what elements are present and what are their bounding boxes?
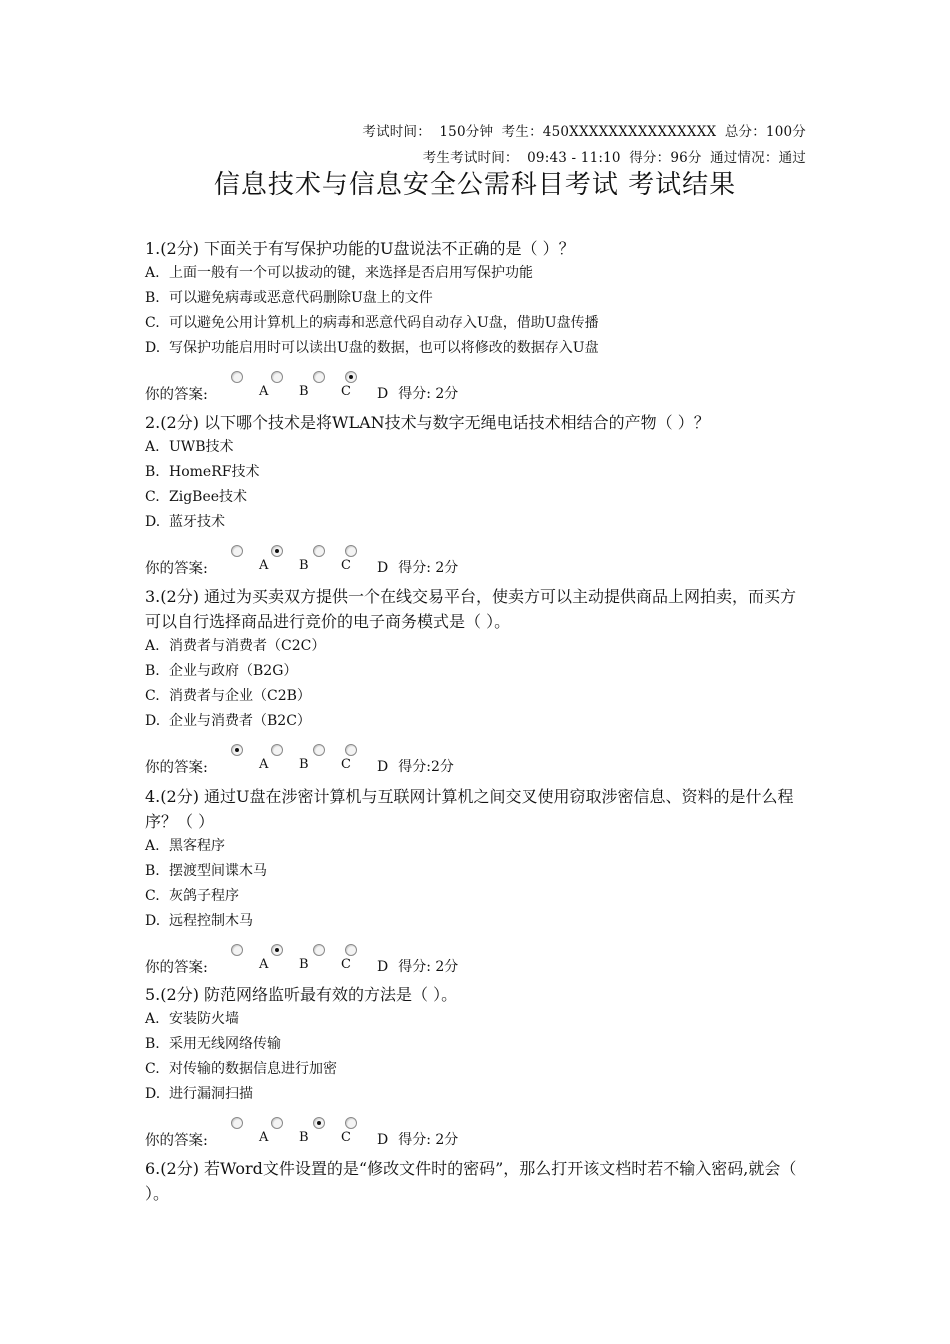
option-b	[145, 460, 810, 485]
option-b	[145, 659, 810, 684]
option-letter: C.	[145, 489, 160, 505]
question-2	[145, 410, 810, 579]
answer-choice-b	[271, 545, 319, 579]
choice-letter: B	[299, 757, 309, 772]
option-text: 消费者与企业（C2B）	[169, 688, 311, 704]
option-text: ZigBee技术	[169, 489, 248, 505]
option-letter: C.	[145, 1061, 160, 1077]
option-a	[145, 834, 810, 859]
option-letter: D.	[145, 713, 161, 729]
exam-period-value: 09:43 - 11:10	[527, 150, 621, 166]
choice-letter: B	[299, 1130, 309, 1145]
your-answer-label: 你的答案:	[145, 760, 208, 776]
your-answer-row	[145, 744, 810, 778]
your-answer-label: 你的答案:	[145, 960, 208, 976]
exam-time-label: 考试时间：	[362, 124, 431, 140]
option-letter: A.	[145, 439, 160, 455]
question-stem: 6.(2分) 若Word文件设置的是“修改文件时的密码”，那么打开该文档时若不输入密码,就会（ ）。	[145, 1159, 797, 1203]
your-answer-row	[145, 944, 810, 978]
score-label: 得分：	[629, 150, 671, 166]
option-d	[145, 909, 810, 934]
question-stem: 1.(2分) 下面关于有写保护功能的U盘说法不正确的是（ ）？	[145, 239, 575, 258]
radio-button[interactable]	[271, 1117, 283, 1129]
option-letter: B.	[145, 863, 160, 879]
choice-letter: C	[341, 957, 351, 972]
option-letter: D.	[145, 1086, 161, 1102]
question-4	[145, 784, 810, 978]
radio-button[interactable]	[231, 1117, 243, 1129]
option-text: 摆渡型间谍木马	[169, 863, 267, 879]
choice-letter: C	[341, 757, 351, 772]
choice-letter: B	[299, 384, 309, 399]
option-letter: A.	[145, 838, 160, 854]
your-answer-row	[145, 545, 810, 579]
option-letter: D.	[145, 340, 161, 356]
question-stem: 5.(2分) 防范网络监听最有效的方法是（ ）。	[145, 985, 458, 1004]
option-text: 企业与政府（B2G）	[169, 663, 298, 679]
option-letter: B.	[145, 290, 160, 306]
choice-letter: A	[259, 757, 269, 772]
exam-time-value: 150分钟	[439, 124, 494, 140]
option-letter: D.	[145, 913, 161, 929]
radio-button[interactable]	[231, 371, 243, 383]
option-text: 写保护功能启用时可以读出U盘的数据，也可以将修改的数据存入U盘	[169, 340, 599, 356]
option-a	[145, 634, 810, 659]
option-c	[145, 311, 810, 336]
question-6	[145, 1156, 810, 1206]
option-text: 蓝牙技术	[169, 514, 225, 530]
choice-letter: B	[299, 558, 309, 573]
answer-choice-b	[271, 944, 319, 978]
option-d	[145, 336, 810, 361]
option-text: 可以避免病毒或恶意代码删除U盘上的文件	[169, 290, 433, 306]
your-answer-row	[145, 371, 810, 405]
question-3	[145, 584, 810, 778]
option-text: 企业与消费者（B2C）	[169, 713, 311, 729]
option-a	[145, 261, 810, 286]
radio-button[interactable]	[313, 545, 325, 557]
radio-button-d[interactable]	[345, 744, 357, 756]
option-d	[145, 709, 810, 734]
radio-button-d[interactable]	[345, 944, 357, 956]
option-b	[145, 859, 810, 884]
choice-letter-d: D	[377, 560, 389, 576]
radio-button[interactable]	[271, 371, 283, 383]
option-text: 消费者与消费者（C2C）	[169, 638, 326, 654]
pass-status-value: 通过	[778, 150, 806, 166]
total-score-label: 总分：	[724, 124, 766, 140]
question-score	[377, 383, 458, 403]
your-answer-label: 你的答案:	[145, 561, 208, 577]
radio-button[interactable]	[313, 371, 325, 383]
radio-button[interactable]	[313, 944, 325, 956]
radio-button[interactable]	[313, 1117, 325, 1129]
option-a	[145, 435, 810, 460]
your-answer-label: 你的答案:	[145, 1133, 208, 1149]
choice-letter: A	[259, 558, 269, 573]
option-letter: A.	[145, 265, 160, 281]
radio-button[interactable]	[271, 944, 283, 956]
option-letter: C.	[145, 315, 160, 331]
option-letter: C.	[145, 688, 160, 704]
examinee-value: 450XXXXXXXXXXXXXXX	[542, 124, 717, 140]
radio-button[interactable]	[271, 545, 283, 557]
choice-letter: A	[259, 957, 269, 972]
question-score	[377, 956, 458, 976]
your-answer-label: 你的答案:	[145, 387, 208, 403]
option-c	[145, 884, 810, 909]
option-text: 安装防火墙	[169, 1011, 239, 1027]
question-stem: 3.(2分) 通过为买卖双方提供一个在线交易平台，使卖方可以主动提供商品上网拍卖，而买方可以自行选择商品进行竞价的电子商务模式是（ ）。	[145, 587, 797, 631]
answer-choice-b	[271, 1117, 319, 1151]
option-text: HomeRF技术	[169, 464, 260, 480]
option-text: 远程控制木马	[169, 913, 253, 929]
total-score-value: 100分	[765, 124, 806, 140]
question-stem: 4.(2分) 通过U盘在涉密计算机与互联网计算机之间交叉使用窃取涉密信息、资料的是什么程序？（ ）	[145, 787, 794, 831]
question-score	[377, 1129, 458, 1149]
choice-letter: B	[299, 957, 309, 972]
option-b	[145, 286, 810, 311]
choice-letter-d: D	[377, 959, 389, 975]
option-c	[145, 684, 810, 709]
examinee-label: 考生：	[501, 124, 543, 140]
choice-letter-d: D	[377, 759, 389, 775]
radio-button-d[interactable]	[345, 371, 357, 383]
option-letter: A.	[145, 1011, 160, 1027]
choice-letter: C	[341, 384, 351, 399]
exam-info-line-1	[358, 120, 806, 140]
option-letter: B.	[145, 464, 160, 480]
radio-button[interactable]	[231, 545, 243, 557]
answer-choice-b	[271, 744, 319, 778]
page-title: 信息技术与信息安全公需科目考试 考试结果	[213, 170, 737, 200]
radio-button-d[interactable]	[345, 1117, 357, 1129]
option-d	[145, 510, 810, 535]
score-text: 得分: 2分	[398, 386, 459, 402]
your-answer-row	[145, 1117, 810, 1151]
question-5	[145, 982, 810, 1151]
question-stem: 2.(2分) 以下哪个技术是将WLAN技术与数字无绳电话技术相结合的产物（ ）？	[145, 413, 710, 432]
radio-button-d[interactable]	[345, 545, 357, 557]
option-letter: A.	[145, 638, 160, 654]
radio-button[interactable]	[313, 744, 325, 756]
choice-letter-d: D	[377, 1132, 389, 1148]
option-letter: C.	[145, 888, 160, 904]
option-text: 进行漏洞扫描	[169, 1086, 253, 1102]
option-c	[145, 485, 810, 510]
option-a	[145, 1007, 810, 1032]
option-text: 可以避免公用计算机上的病毒和恶意代码自动存入U盘，借助U盘传播	[169, 315, 599, 331]
option-text: 上面一般有一个可以拔动的键，来选择是否启用写保护功能	[169, 265, 533, 281]
score-text: 得分: 2分	[398, 560, 459, 576]
option-text: 采用无线网络传输	[169, 1036, 281, 1052]
option-letter: B.	[145, 663, 160, 679]
question-score	[377, 557, 458, 577]
score-value: 96分	[670, 150, 702, 166]
choice-letter: C	[341, 1130, 351, 1145]
option-letter: D.	[145, 514, 161, 530]
answer-choice-b	[271, 371, 319, 405]
option-text: 黑客程序	[169, 838, 225, 854]
score-text: 得分: 2分	[398, 959, 459, 975]
option-text: 灰鸽子程序	[169, 888, 239, 904]
option-text: UWB技术	[169, 439, 234, 455]
option-b	[145, 1032, 810, 1057]
score-text: 得分:2分	[398, 759, 454, 775]
option-d	[145, 1082, 810, 1107]
option-c	[145, 1057, 810, 1082]
choice-letter: C	[341, 558, 351, 573]
choice-letter: A	[259, 1130, 269, 1145]
question-1	[145, 236, 810, 405]
choice-letter-d: D	[377, 386, 389, 402]
radio-button[interactable]	[231, 744, 243, 756]
score-text: 得分: 2分	[398, 1132, 459, 1148]
exam-period-label: 考生考试时间：	[422, 150, 519, 166]
pass-status-label: 通过情况：	[710, 150, 779, 166]
radio-button[interactable]	[231, 944, 243, 956]
exam-info-line-2	[419, 146, 806, 166]
choice-letter: A	[259, 384, 269, 399]
option-letter: B.	[145, 1036, 160, 1052]
radio-button[interactable]	[271, 744, 283, 756]
question-score	[377, 756, 454, 776]
option-text: 对传输的数据信息进行加密	[169, 1061, 337, 1077]
